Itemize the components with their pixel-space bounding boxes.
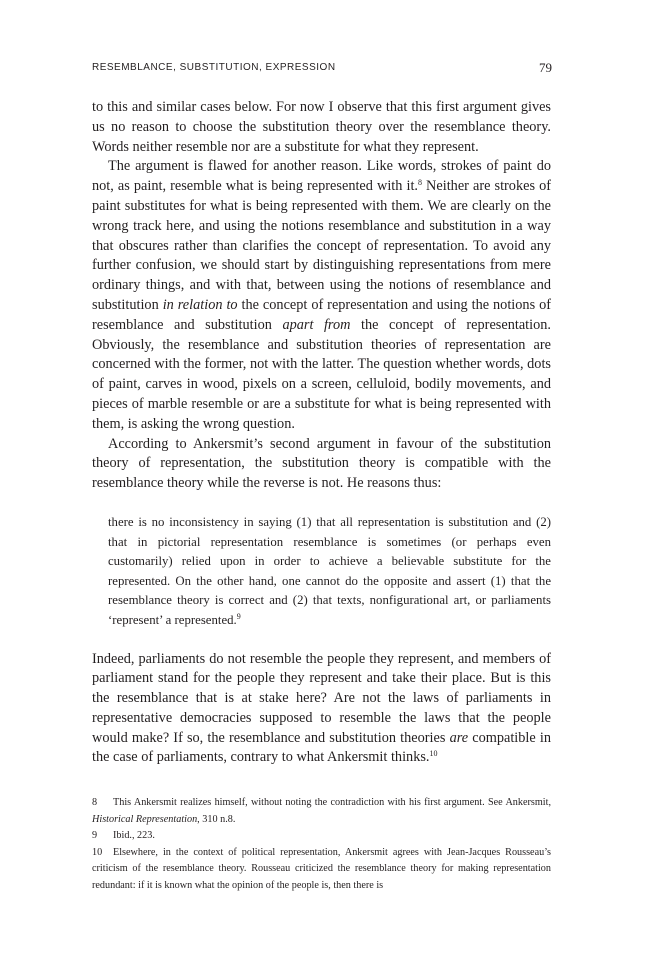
paragraph-1: to this and similar cases below. For now I observe that this first argument gives us no reason to choose the substitution theory over the resemblance theory. Words neither resemble nor are a substitute for what they represent. (92, 99, 551, 155)
footnote-9-text: Ibid., 223. (113, 830, 155, 842)
footnotes (92, 795, 551, 895)
emphasis-apart-from: apart from (282, 316, 351, 333)
paragraph-4 (92, 650, 551, 769)
paragraph-2-part-c: the concept of representation and using the notions of resemblance and substitution (92, 296, 551, 333)
paragraph-2-part-d: the concept of representation. Obviously, the resemblance and substitution theories of representation are concerned with the former, not with the latter. The question whether words, dots of paint, carves in wood, pixels on a screen, celluloid, bodily movements, and pieces of marble resemble or are a substitute for what is being represented with them, is asking the wrong question. (92, 316, 551, 432)
page-number: 79 (539, 60, 552, 75)
block-quote-text: there is no inconsistency in saying (1) that all representation is substitution and (2) that in pictorial representation resemblance is sometimes (or perhaps even customarily) relied upon in order to achieve a believable substitute for the represented. On the other hand, one cannot do the opposite and assert (1) that the resemblance theory is correct and (2) that texts, nonfigurational art, or parliaments ‘represent’ a represented. (108, 514, 551, 627)
note-ref-10[interactable]: 10 (429, 749, 438, 759)
footnote-8-title: Historical Representation (92, 813, 198, 825)
paragraph-3: According to Ankersmit’s second argument in favour of the substitution theory of representation, the substitution theory is compatible with the resemblance theory while the reverse is not. He reasons thus: (92, 435, 551, 492)
emphasis-are: are (449, 729, 469, 746)
main-text (92, 98, 551, 768)
footnote-9 (92, 828, 551, 845)
footnote-8-part-b: , 310 n.8. (197, 813, 236, 825)
footnote-number: 10 (92, 846, 103, 858)
footnote-number: 9 (92, 830, 98, 842)
footnote-number: 8 (92, 797, 98, 808)
footnote-8-part-a: This Ankersmit realizes himself, without noting the contradiction with his first argument. See Ankersmit, (113, 797, 551, 808)
paragraph-4-part-a: Indeed, parliaments do not resemble the people they represent, and members of parliament stand for the people they represent and take their place. But is this the resemblance that is at stake here? Are not the laws of parliaments in representative democracies supposed to resemble the laws that the people would make? If so, the resemblance and substitution theories (92, 650, 551, 746)
footnote-8 (92, 795, 551, 828)
paragraph-2-part-a: The argument is flawed for another reason. Like words, strokes of paint do not, as paint, resemble what is being represented with it. (92, 158, 551, 195)
paragraph-4-part-b: compatible in the case of parliaments, contrary to what Ankersmit thinks. (92, 729, 551, 766)
paragraph-2 (92, 157, 551, 434)
paragraph-2-part-b: Neither are strokes of paint substitutes for what is being represented with them. We are clearly on the wrong track here, and using the notions resemblance and substitution in a way that obscures rather than clarifies the concept of representation. To avoid any further confusion, we should start by distinguishing representations from mere ordinary things, and with that, between using the notions of resemblance and substitution (92, 178, 551, 313)
running-title: RESEMBLANCE, SUBSTITUTION, EXPRESSION (92, 62, 336, 73)
block-quote (108, 513, 551, 631)
emphasis-in-relation-to: in relation to (162, 296, 238, 313)
note-ref-9[interactable]: 9 (236, 611, 241, 621)
footnote-10-text: Elsewhere, in the context of political representation, Ankersmit agrees with Jean-Jacques Rousseau’s criticism of the resemblance theory. Rousseau criticized the resemblance theory for making representation redundant: if it is known what the opinion of the people is, then there is (92, 846, 551, 891)
footnote-10 (92, 845, 551, 895)
note-ref-8[interactable]: 8 (418, 178, 422, 188)
